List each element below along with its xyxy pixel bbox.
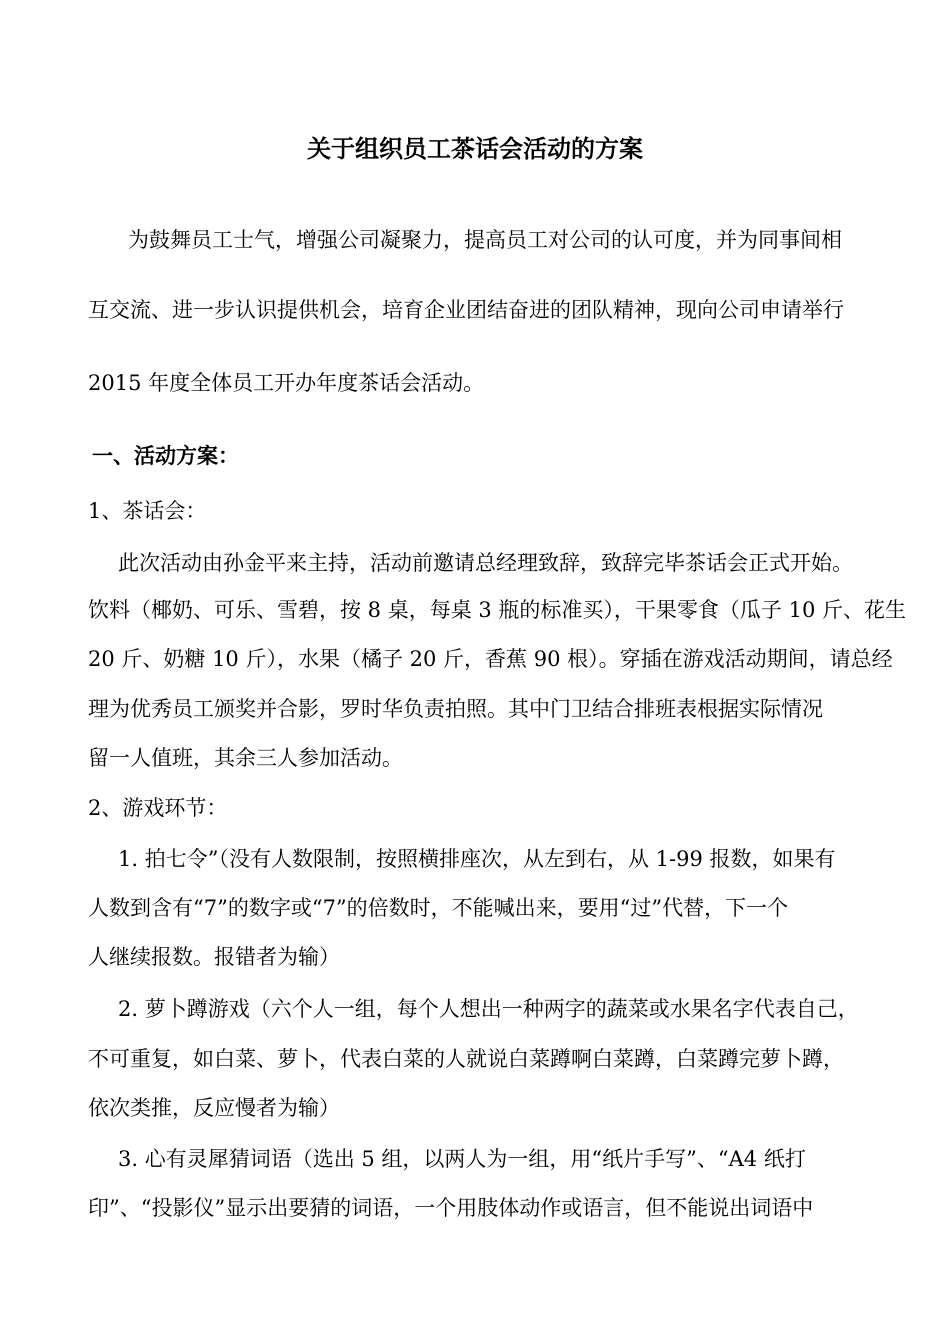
item1-line-4: 理为优秀员工颁奖并合影，罗时华负责拍照。其中门卫结合排班表根据实际情况: [88, 697, 823, 721]
item1-heading: 1、茶话会：: [88, 499, 207, 523]
game3-line-2: 印”、“投影仪”显示出要猜的词语，一个用肢体动作或语言，但不能说出词语中: [88, 1196, 814, 1220]
intro-line-3: 2015 年度全体员工开办年度茶话会活动。: [88, 371, 485, 395]
item1-line-3: 20 斤、奶糖 10 斤），水果（橘子 20 斤，香蕉 90 根）。穿插在游戏活动期间，请总经: [88, 647, 893, 671]
game1-line-2: 人数到含有“7”的数字或“7”的倍数时，不能喊出来，要用“过”代替，下一个: [88, 896, 789, 920]
game1-line-1: 1. 拍七令”（没有人数限制，按照横排座次，从左到右，从 1-99 报数，如果有: [118, 847, 836, 871]
document-title: 关于组织员工茶话会活动的方案: [307, 134, 643, 163]
game3-line-1: 3. 心有灵犀猜词语（选出 5 组，以两人为一组，用“纸片手写”、“A4 纸打: [118, 1147, 806, 1171]
item1-line-5: 留一人值班，其余三人参加活动。: [88, 746, 403, 770]
game2-line-1: 2. 萝卜蹲游戏（六个人一组，每个人想出一种两字的蔬菜或水果名字代表自己，: [118, 997, 859, 1021]
item1-line-1: 此次活动由孙金平来主持，活动前邀请总经理致辞，致辞完毕茶话会正式开始。: [118, 551, 853, 575]
game2-line-2: 不可重复，如白菜、萝卜，代表白菜的人就说白菜蹲啊白菜蹲，白菜蹲完萝卜蹲，: [88, 1047, 844, 1071]
intro-line-1: 为鼓舞员工士气，增强公司凝聚力，提高员工对公司的认可度，并为同事间相: [128, 228, 842, 252]
game1-line-3: 人继续报数。报错者为输）: [88, 945, 340, 969]
section-heading: 一、活动方案：: [92, 443, 239, 468]
intro-line-2: 互交流、进一步认识提供机会，培育企业团结奋进的团队精神，现向公司申请举行: [88, 298, 844, 322]
item1-line-2: 饮料（椰奶、可乐、雪碧，按 8 桌，每桌 3 瓶的标准买），干果零食（瓜子 10 斤、花生: [88, 598, 906, 622]
item2-heading: 2、游戏环节：: [88, 796, 228, 820]
game2-line-3: 依次类推，反应慢者为输）: [88, 1096, 340, 1120]
